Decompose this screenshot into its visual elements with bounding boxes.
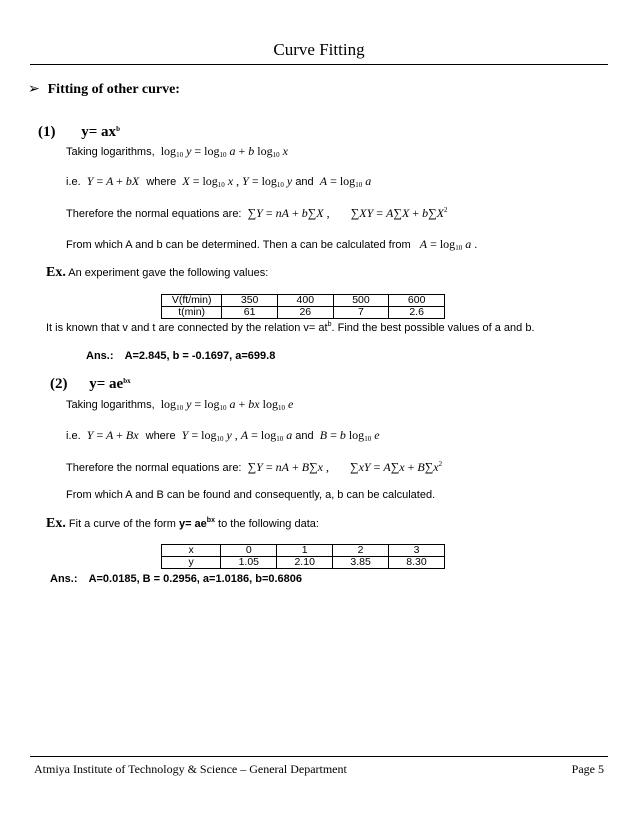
table-cell: 600 <box>389 295 445 307</box>
table-cell: 500 <box>333 295 389 307</box>
footer-rule <box>30 756 608 757</box>
part1-title <box>38 124 120 141</box>
part2-B-definition: B = b $\log_{10} e$ <box>319 428 380 443</box>
part2-log-line <box>66 397 293 412</box>
part1-linear-form: Y = A + bX <box>83 174 140 188</box>
part1-log-line <box>66 144 288 159</box>
example1-relation-sup: b <box>327 321 332 328</box>
part2-title-sup: bx <box>123 377 131 385</box>
footer-page-number: Page 5 <box>571 762 604 776</box>
example1-label: Ex. <box>46 265 66 280</box>
example1-ans-label: Ans.: <box>86 350 114 362</box>
part1-ie-label: i.e. <box>66 176 81 188</box>
part2-from-which-line <box>66 489 435 501</box>
table-cell: y <box>162 557 221 569</box>
arrow-bullet-icon: ➢ <box>28 80 40 96</box>
table-cell: 2.10 <box>277 557 333 569</box>
part1-normal-eq-1: ∑Y = nA + b∑X , <box>244 206 330 220</box>
table-row <box>162 307 445 319</box>
part1-normal-eq-label: Therefore the normal equations are: <box>66 208 242 220</box>
part1-log-equation: $\log_{10} y = \log_{10} a + b$ $\log_{10} x$ <box>157 144 288 159</box>
table-cell: t(min) <box>162 307 222 319</box>
example1-relation-pre: It is known that v and t are connected by the relation v= at <box>46 322 328 334</box>
part2-taking-log-label: Taking logarithms, <box>66 399 155 411</box>
part2-normal-eq-1: ∑Y = nA + B∑x , <box>244 460 329 474</box>
table-row <box>162 295 445 307</box>
part1-from-which-line <box>66 237 477 252</box>
part1-A-definition: $A = \log_{10} a$ <box>319 174 372 189</box>
example1-table <box>161 294 445 319</box>
part2-substitution: $Y = \log_{10} y$ , $A = \log_{10} a$ <box>181 428 293 443</box>
table-cell: 2.6 <box>389 307 445 319</box>
example1-line <box>46 265 268 281</box>
header-rule <box>30 64 608 65</box>
table-cell: V(ft/min) <box>162 295 222 307</box>
table-cell: 26 <box>277 307 333 319</box>
part2-ie-line <box>66 428 380 443</box>
part1-number: (1) <box>38 124 56 140</box>
example2-form-base: y= ae <box>178 518 207 530</box>
part2-ie-label: i.e. <box>66 430 81 442</box>
part1-and-label: and <box>295 176 314 188</box>
part1-normal-eq-2: $\sum XY = A\sum X + b\sum X^2$ <box>350 206 448 220</box>
part2-linear-form: Y = A + Bx <box>83 428 139 442</box>
part2-title <box>50 376 131 393</box>
table-cell: 400 <box>277 295 333 307</box>
part2-from-which-text: From which A and B can be found and consequently, a, b can be calculated. <box>66 489 436 501</box>
example2-table <box>161 544 445 569</box>
part1-normal-eq-line <box>66 206 447 221</box>
table-cell: 1.05 <box>221 557 277 569</box>
table-row <box>162 557 445 569</box>
example2-ans-label: Ans.: <box>50 573 78 585</box>
part1-from-which-text: From which A and b can be determined. Then a can be calculated from <box>66 239 411 251</box>
example2-answer <box>50 573 302 585</box>
example1-relation-post: . Find the best possible values of a and b. <box>331 322 535 334</box>
part2-normal-eq-label: Therefore the normal equations are: <box>66 462 242 474</box>
example1-text: An experiment gave the following values: <box>68 267 269 279</box>
example2-form <box>179 518 215 530</box>
table-cell: 1 <box>277 545 333 557</box>
example1-ans-value: A=2.845, b = -0.1697, a=699.8 <box>124 350 276 362</box>
section-heading-text: Fitting of other curve: <box>47 82 180 97</box>
part1-title-sup: b <box>116 125 120 133</box>
part2-log-equation: $\log_{10} y = \log_{10} a$ + bx $\log_{10} e$ <box>157 397 294 412</box>
part2-normal-eq-line <box>66 460 442 475</box>
table-row <box>162 545 445 557</box>
footer-institute: Atmiya Institute of Technology & Science – General Department <box>34 762 347 776</box>
section-heading <box>28 80 180 98</box>
part1-taking-log-label: Taking logarithms, <box>66 146 155 158</box>
table-cell: 2 <box>333 545 389 557</box>
page-header-title: Curve Fitting <box>273 40 365 59</box>
part2-normal-eq-2: $\sum xY = A\sum x + B\sum x^2$ <box>350 460 443 474</box>
part1-a-calc: $A = \log_{10} a$ . <box>419 237 478 252</box>
part1-title-base: y= ax <box>81 124 117 140</box>
table-cell: x <box>162 545 221 557</box>
example2-text-post: to the following data: <box>218 518 319 530</box>
part1-ie-line <box>66 174 371 189</box>
part1-substitution: $X = \log_{10} x$ , $Y = \log_{10} y$ <box>182 174 293 189</box>
example2-form-sup: bx <box>206 517 215 524</box>
table-cell: 61 <box>222 307 278 319</box>
table-cell: 8.30 <box>389 557 445 569</box>
example2-line <box>46 516 319 532</box>
part1-where-label: where <box>146 176 177 188</box>
example2-text-pre: Fit a curve of the form <box>68 518 176 530</box>
example2-label: Ex. <box>46 516 66 531</box>
part2-where-label: where <box>145 430 176 442</box>
part2-and-label: and <box>295 430 314 442</box>
part2-title-base: y= ae <box>89 376 124 392</box>
table-cell: 3 <box>389 545 445 557</box>
example1-answer <box>86 350 275 362</box>
part2-number: (2) <box>50 376 68 392</box>
table-cell: 0 <box>221 545 277 557</box>
table-cell: 7 <box>333 307 389 319</box>
table-cell: 3.85 <box>333 557 389 569</box>
example2-ans-value: A=0.0185, B = 0.2956, a=1.0186, b=0.6806 <box>88 573 303 585</box>
table-cell: 350 <box>222 295 278 307</box>
example1-relation <box>46 322 535 334</box>
